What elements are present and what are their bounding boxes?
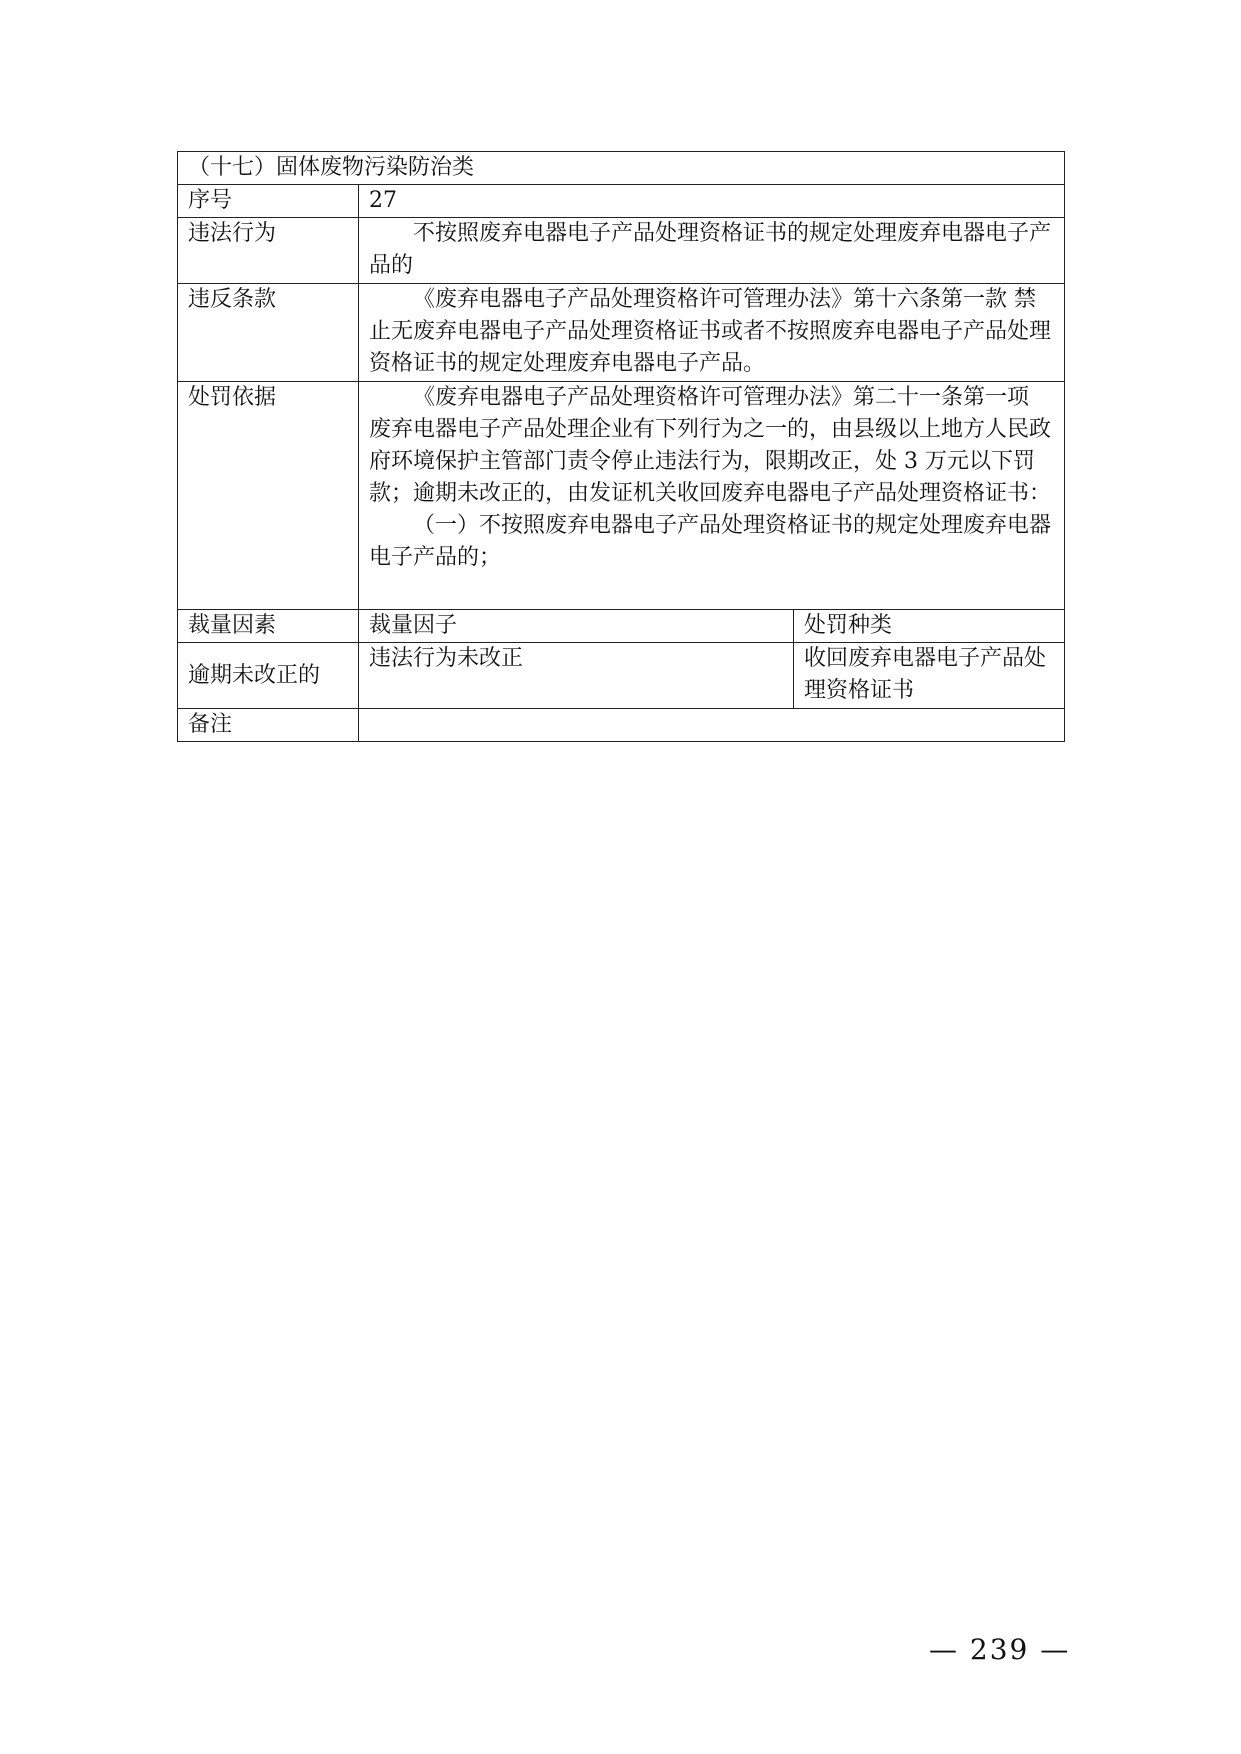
clause-cell [359,284,1065,382]
penalty-type-header: 处罚种类 [794,610,1065,643]
serial-label: 序号 [178,185,359,218]
clause-label: 违反条款 [178,284,359,382]
violation-label: 违法行为 [178,218,359,284]
basis-text-1: 《废弃电器电子产品处理资格许可管理办法》第二十一条第一项 废弃电器电子产品处理企业有下列行为之一的，由县级以上地方人民政府环境保护主管部门责令停止违法行为，限期改正，处 3 万元以下罚款；逾期未改正的，由发证机关收回废弃电器电子产品处理资格证书： [369,385,1052,506]
basis-cell [359,382,1065,610]
penalty-standard-table [177,151,1065,742]
violation-text: 不按照废弃电器电子产品处理资格证书的规定处理废弃电器电子产品的 [369,221,1052,278]
overdue-penalty-type: 收回废弃电器电子产品处理资格证书 [794,643,1065,709]
discretion-factor-header: 裁量因子 [359,610,794,643]
overdue-factor: 违法行为未改正 [359,643,794,709]
discretion-label: 裁量因素 [178,610,359,643]
clause-row [178,284,1065,382]
discretion-header-row [178,610,1065,643]
remarks-row [178,709,1065,742]
clause-text: 《废弃电器电子产品处理资格许可管理办法》第十六条第一款 禁止无废弃电器电子产品处理资格证书或者不按照废弃电器电子产品处理资格证书的规定处理废弃电器电子产品。 [369,287,1052,376]
page-number: — 239 — [929,1633,1071,1666]
remarks-value [359,709,1065,742]
basis-label: 处罚依据 [178,382,359,610]
remarks-label: 备注 [178,709,359,742]
violation-row [178,218,1065,284]
violation-cell [359,218,1065,284]
overdue-label: 逾期未改正的 [178,643,359,709]
basis-row [178,382,1065,610]
basis-text-2: （一）不按照废弃电器电子产品处理资格证书的规定处理废弃电器电子产品的； [369,513,1052,570]
serial-value: 27 [359,185,1065,218]
section-title-row [178,152,1065,185]
discretion-row [178,643,1065,709]
section-title: （十七）固体废物污染防治类 [178,152,1065,185]
serial-row [178,185,1065,218]
